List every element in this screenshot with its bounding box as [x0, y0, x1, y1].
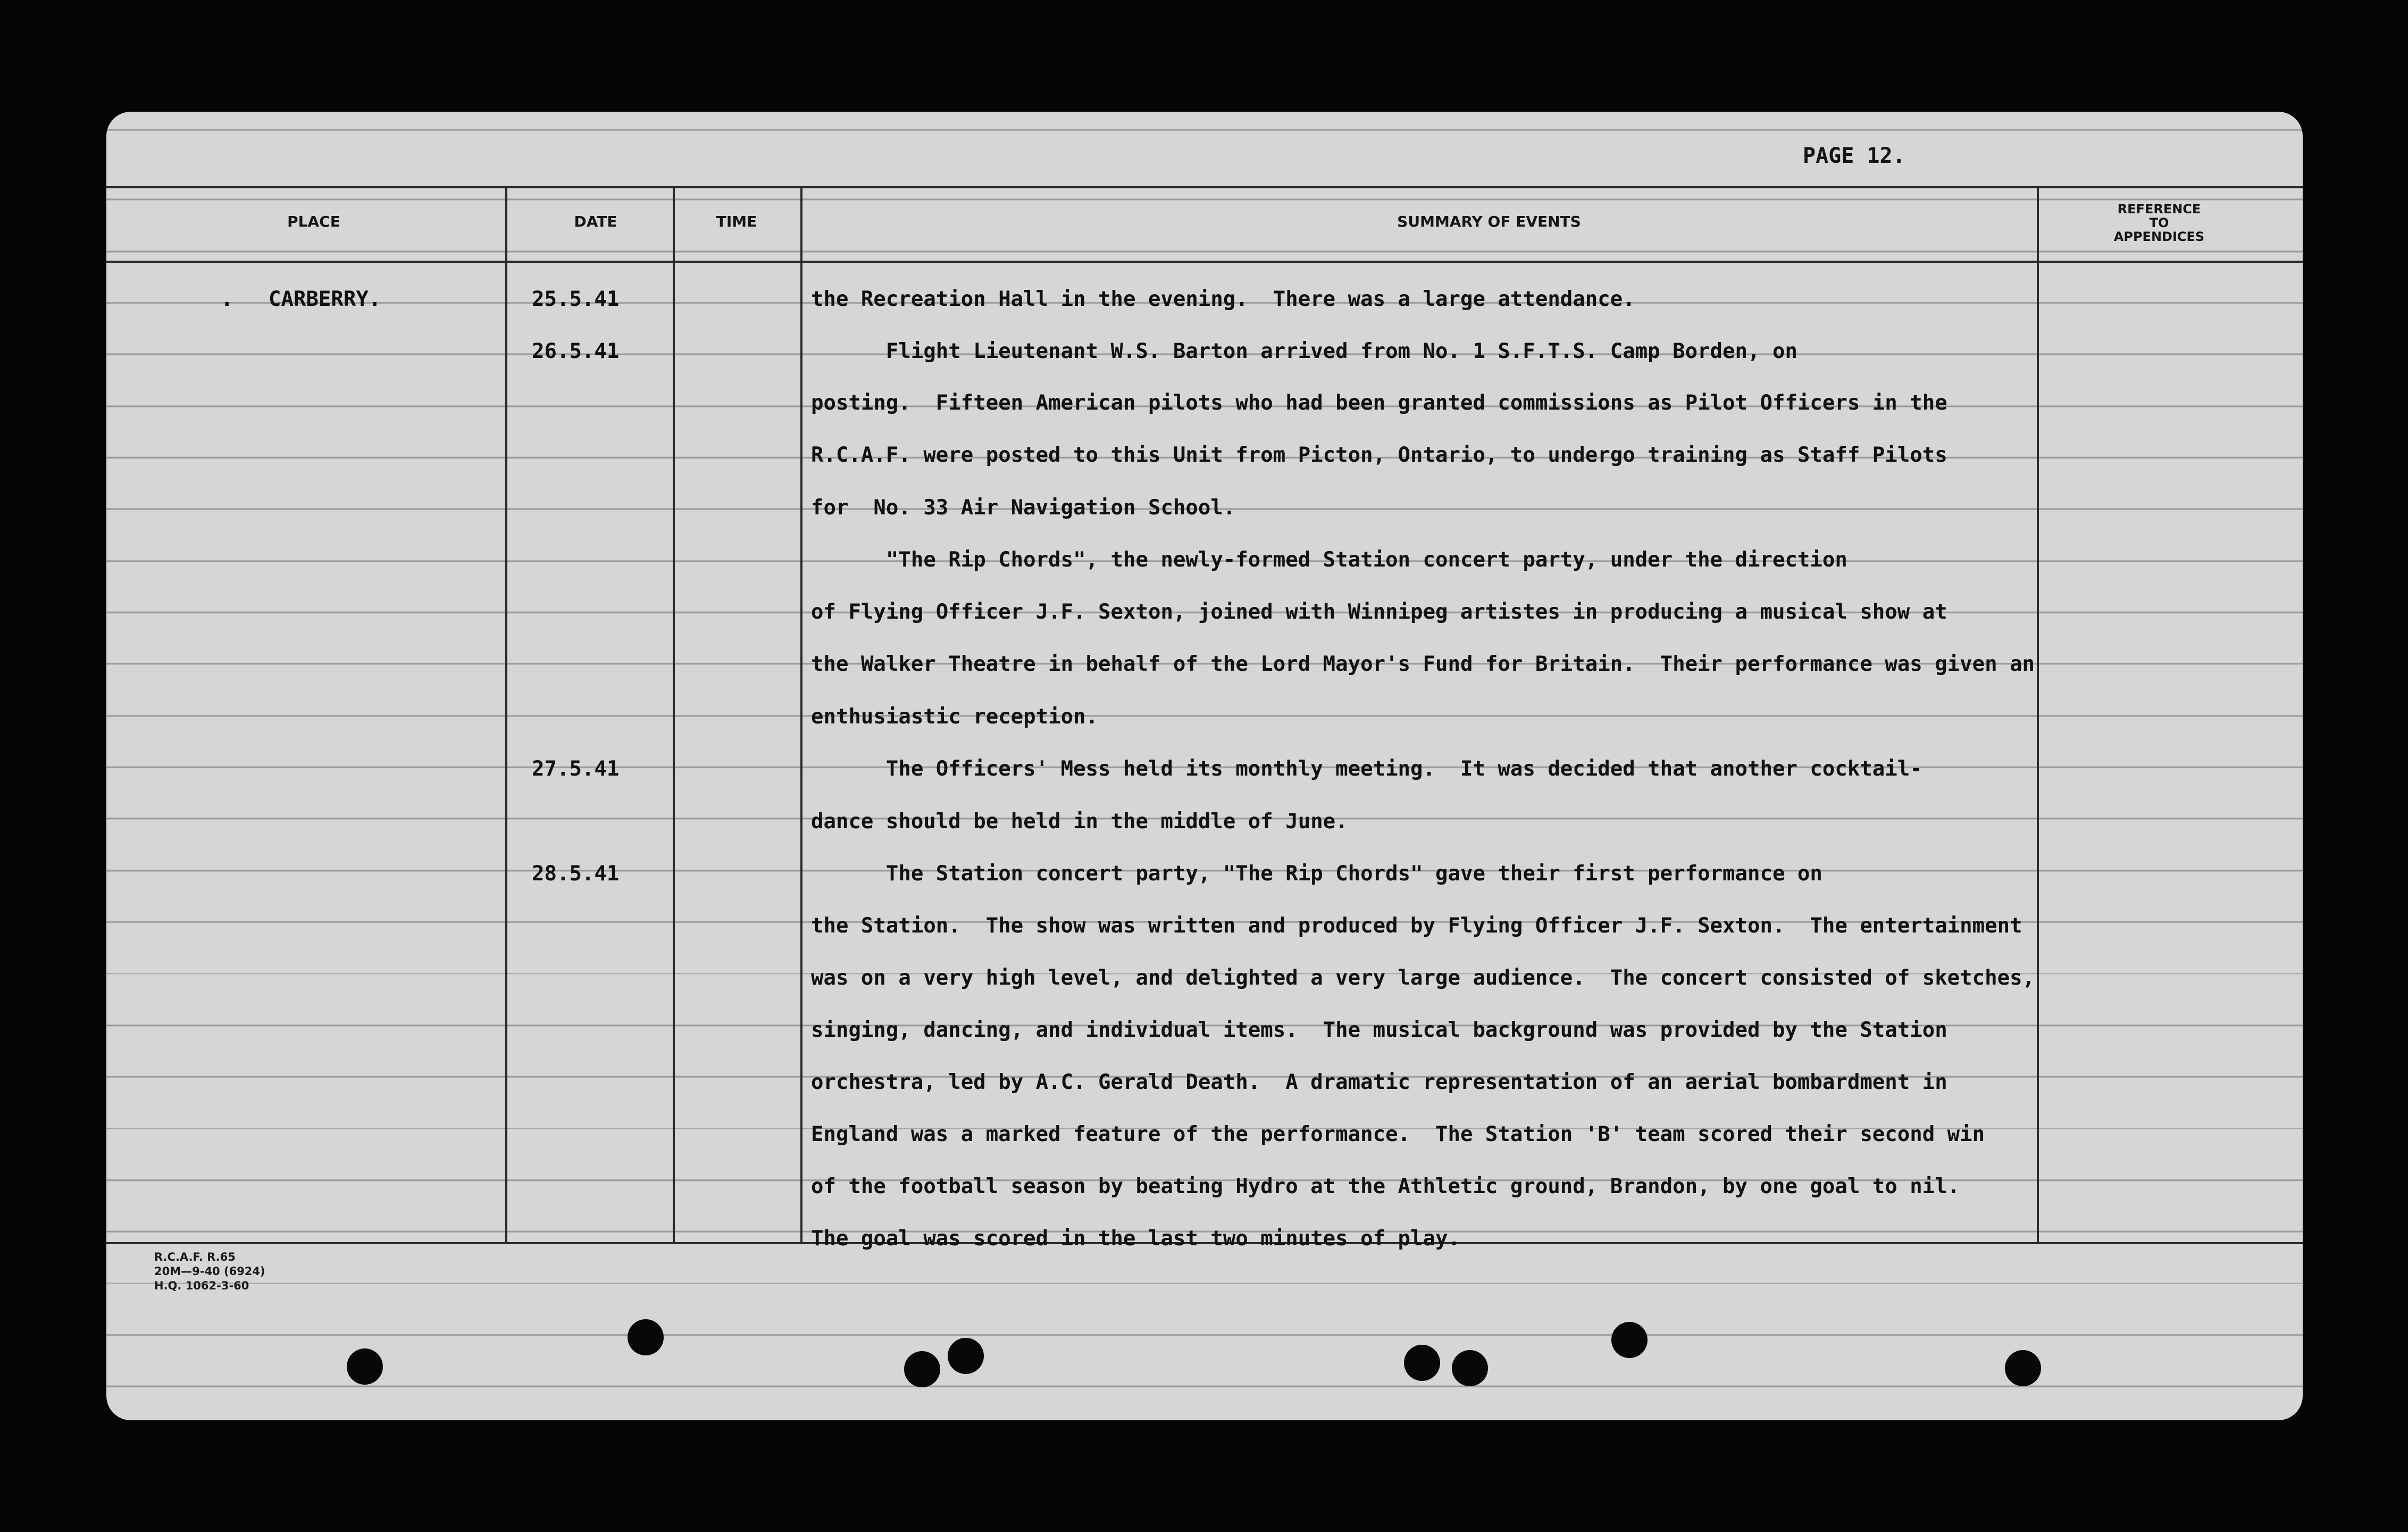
summary-line: Flight Lieutenant W.S. Barton arrived from No. 1 S.F.T.S. Camp Borden, on: [811, 339, 1797, 363]
column-divider-place: [505, 186, 507, 1242]
punch-hole: [1452, 1350, 1488, 1386]
date-entry: 25.5.41: [532, 287, 620, 311]
punch-hole: [2005, 1350, 2041, 1386]
form-number: [154, 1250, 265, 1293]
form-number-line: H.Q. 1062-3-60: [154, 1279, 249, 1292]
summary-line: England was a marked feature of the performance. The Station 'B' team scored their second win: [811, 1122, 1985, 1146]
header-summary: SUMMARY OF EVENTS: [1397, 213, 1581, 230]
header-place: PLACE: [287, 213, 340, 230]
form-number-line: 20M—9-40 (6924): [154, 1265, 265, 1278]
punch-hole: [948, 1338, 984, 1374]
summary-line: The goal was scored in the last two minutes of play.: [811, 1227, 1460, 1251]
date-entry: 26.5.41: [532, 339, 620, 363]
header-time: TIME: [716, 213, 757, 230]
summary-line: R.C.A.F. were posted to this Unit from Picton, Ontario, to undergo training as Staff Pilots: [811, 443, 1947, 467]
header-reference-line: APPENDICES: [2113, 229, 2205, 244]
header-bottom-rule: [106, 261, 2303, 263]
column-divider-summary: [2037, 186, 2039, 1242]
summary-line: The Officers' Mess held its monthly meeting. It was decided that another cocktail-: [811, 757, 1922, 781]
summary-line: enthusiastic reception.: [811, 705, 1099, 729]
form-number-line: R.C.A.F. R.65: [154, 1251, 236, 1263]
date-entry: 27.5.41: [532, 757, 620, 781]
summary-line: the Station. The show was written and produced by Flying Officer J.F. Sexton. The entertainment: [811, 914, 2022, 938]
page-number: PAGE 12.: [1803, 144, 1905, 168]
summary-line: The Station concert party, "The Rip Chords" gave their first performance on: [811, 862, 1822, 886]
header-date: DATE: [574, 213, 617, 230]
summary-line: for No. 33 Air Navigation School.: [811, 496, 1236, 520]
summary-line: of the football season by beating Hydro at the Athletic ground, Brandon, by one goal to nil.: [811, 1175, 1960, 1198]
punch-hole: [904, 1351, 940, 1387]
column-divider-time: [800, 186, 802, 1242]
punch-hole: [347, 1348, 383, 1385]
summary-line: orchestra, led by A.C. Gerald Death. A dramatic representation of an aerial bombardment in: [811, 1070, 1947, 1094]
place-entry: CARBERRY.: [269, 287, 381, 311]
summary-line: dance should be held in the middle of June.: [811, 810, 1348, 834]
place-bullet: .: [221, 287, 233, 311]
punch-hole: [1404, 1345, 1440, 1381]
summary-line: "The Rip Chords", the newly-formed Station concert party, under the direction: [811, 548, 1847, 572]
summary-line: of Flying Officer J.F. Sexton, joined with Winnipeg artistes in producing a musical show at: [811, 600, 1947, 624]
date-entry: 28.5.41: [532, 862, 620, 886]
summary-line: was on a very high level, and delighted a very large audience. The concert consisted of sketches,: [811, 966, 2035, 990]
diary-card: [106, 112, 2303, 1420]
punch-hole: [1611, 1322, 1648, 1358]
summary-line: singing, dancing, and individual items. The musical background was provided by the Station: [811, 1018, 1947, 1042]
header-reference-line: REFERENCE: [2117, 202, 2201, 217]
summary-line: posting. Fifteen American pilots who had been granted commissions as Pilot Officers in the: [811, 391, 1947, 415]
column-divider-date: [673, 186, 675, 1242]
summary-line: the Walker Theatre in behalf of the Lord Mayor's Fund for Britain. Their performance was given an: [811, 652, 2035, 676]
punch-hole: [628, 1319, 664, 1355]
summary-line: the Recreation Hall in the evening. There was a large attendance.: [811, 287, 1635, 311]
header-reference: [2069, 202, 2250, 244]
header-top-rule: [106, 186, 2303, 188]
header-reference-line: TO: [2149, 215, 2169, 230]
